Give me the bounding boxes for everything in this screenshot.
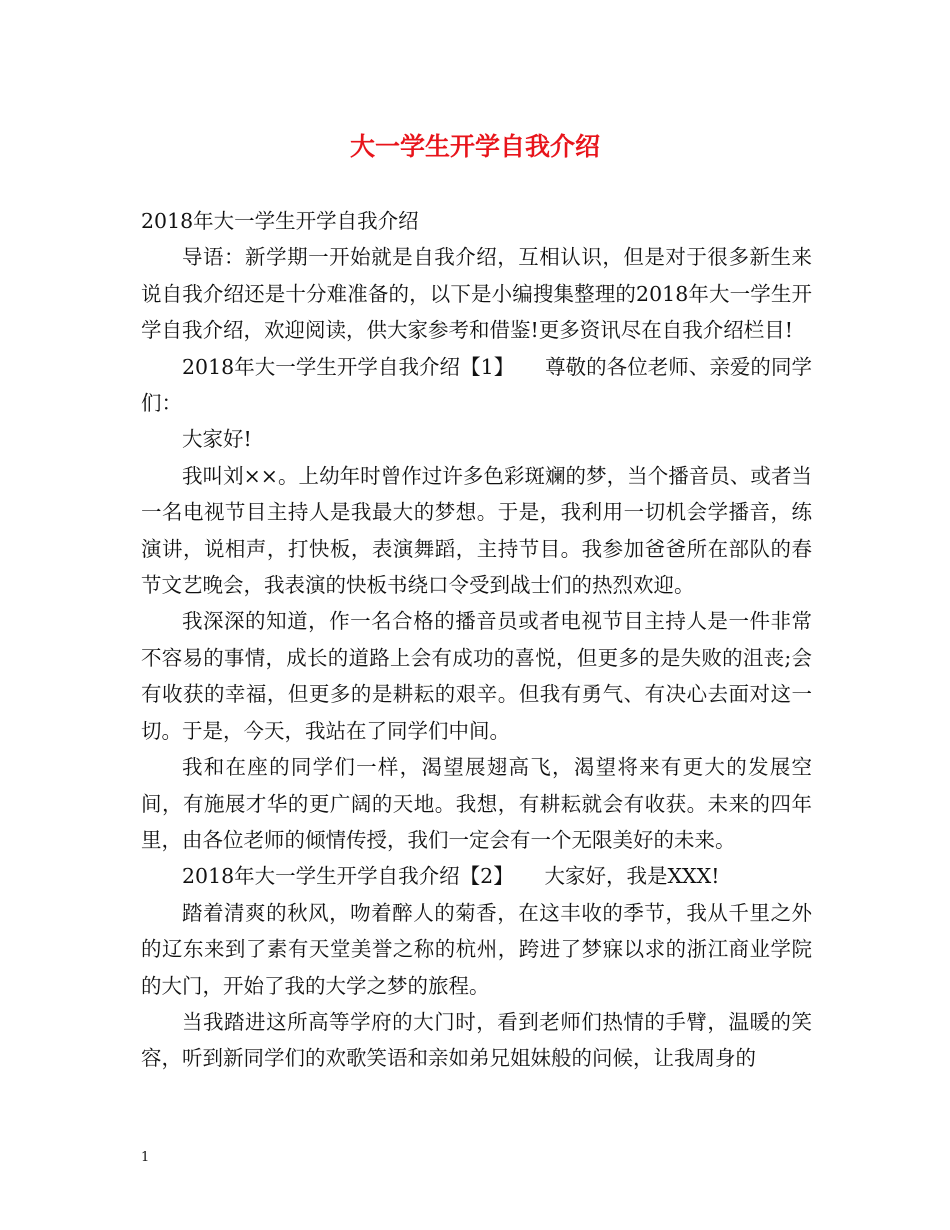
greeting-paragraph: 大家好! xyxy=(182,427,252,452)
document-body xyxy=(141,203,812,1077)
body-paragraph: 我叫刘××。上幼年时曾作过许多色彩斑斓的梦，当个播音员、或者当一名电视节目主持人是我最大的梦想。于是，我利用一切机会学播音，练演讲，说相声，打快板，表演舞蹈，主持节目。我参加爸爸所在部队的春节文艺晚会，我表演的快板书绕口令受到战士们的热烈欢迎。 xyxy=(141,463,812,598)
intro-paragraph: 导语：新学期一开始就是自我介绍，互相认识，但是对于很多新生来说自我介绍还是十分难准备的，以下是小编搜集整理的2018年大一学生开学自我介绍，欢迎阅读，供大家参考和借鉴!更多资讯尽在自我介绍栏目! xyxy=(141,245,812,343)
body-paragraph: 我深深的知道，作一名合格的播音员或者电视节目主持人是一件非常不容易的事情，成长的道路上会有成功的喜悦，但更多的是失败的沮丧;会有收获的幸福，但更多的是耕耘的艰辛。但我有勇气、有决心去面对这一切。于是，今天，我站在了同学们中间。 xyxy=(141,609,812,743)
section-1-heading: 2018年大一学生开学自我介绍【1】 尊敬的各位老师、亲爱的同学们： xyxy=(141,354,812,416)
body-paragraph: 踏着清爽的秋风，吻着醉人的菊香，在这丰收的季节，我从千里之外的辽东来到了素有天堂美誉之称的杭州，跨进了梦寐以求的浙江商业学院的大门，开始了我的大学之梦的旅程。 xyxy=(141,900,812,998)
page-number: 1 xyxy=(141,1150,150,1165)
document-subtitle: 2018年大一学生开学自我介绍 xyxy=(141,209,419,233)
section-2-heading: 2018年大一学生开学自我介绍【2】 大家好，我是XXX! xyxy=(182,864,720,889)
document-title: 大一学生开学自我介绍 xyxy=(349,132,600,161)
body-paragraph: 我和在座的同学们一样，渴望展翅高飞，渴望将来有更大的发展空间，有施展才华的更广阔的天地。我想，有耕耘就会有收获。未来的四年里，由各位老师的倾情传授，我们一定会有一个无限美好的未来。 xyxy=(141,755,812,852)
body-paragraph: 当我踏进这所高等学府的大门时，看到老师们热情的手臂，温暖的笑容，听到新同学们的欢歌笑语和亲如弟兄姐妹般的问候，让我周身的 xyxy=(141,1009,812,1071)
